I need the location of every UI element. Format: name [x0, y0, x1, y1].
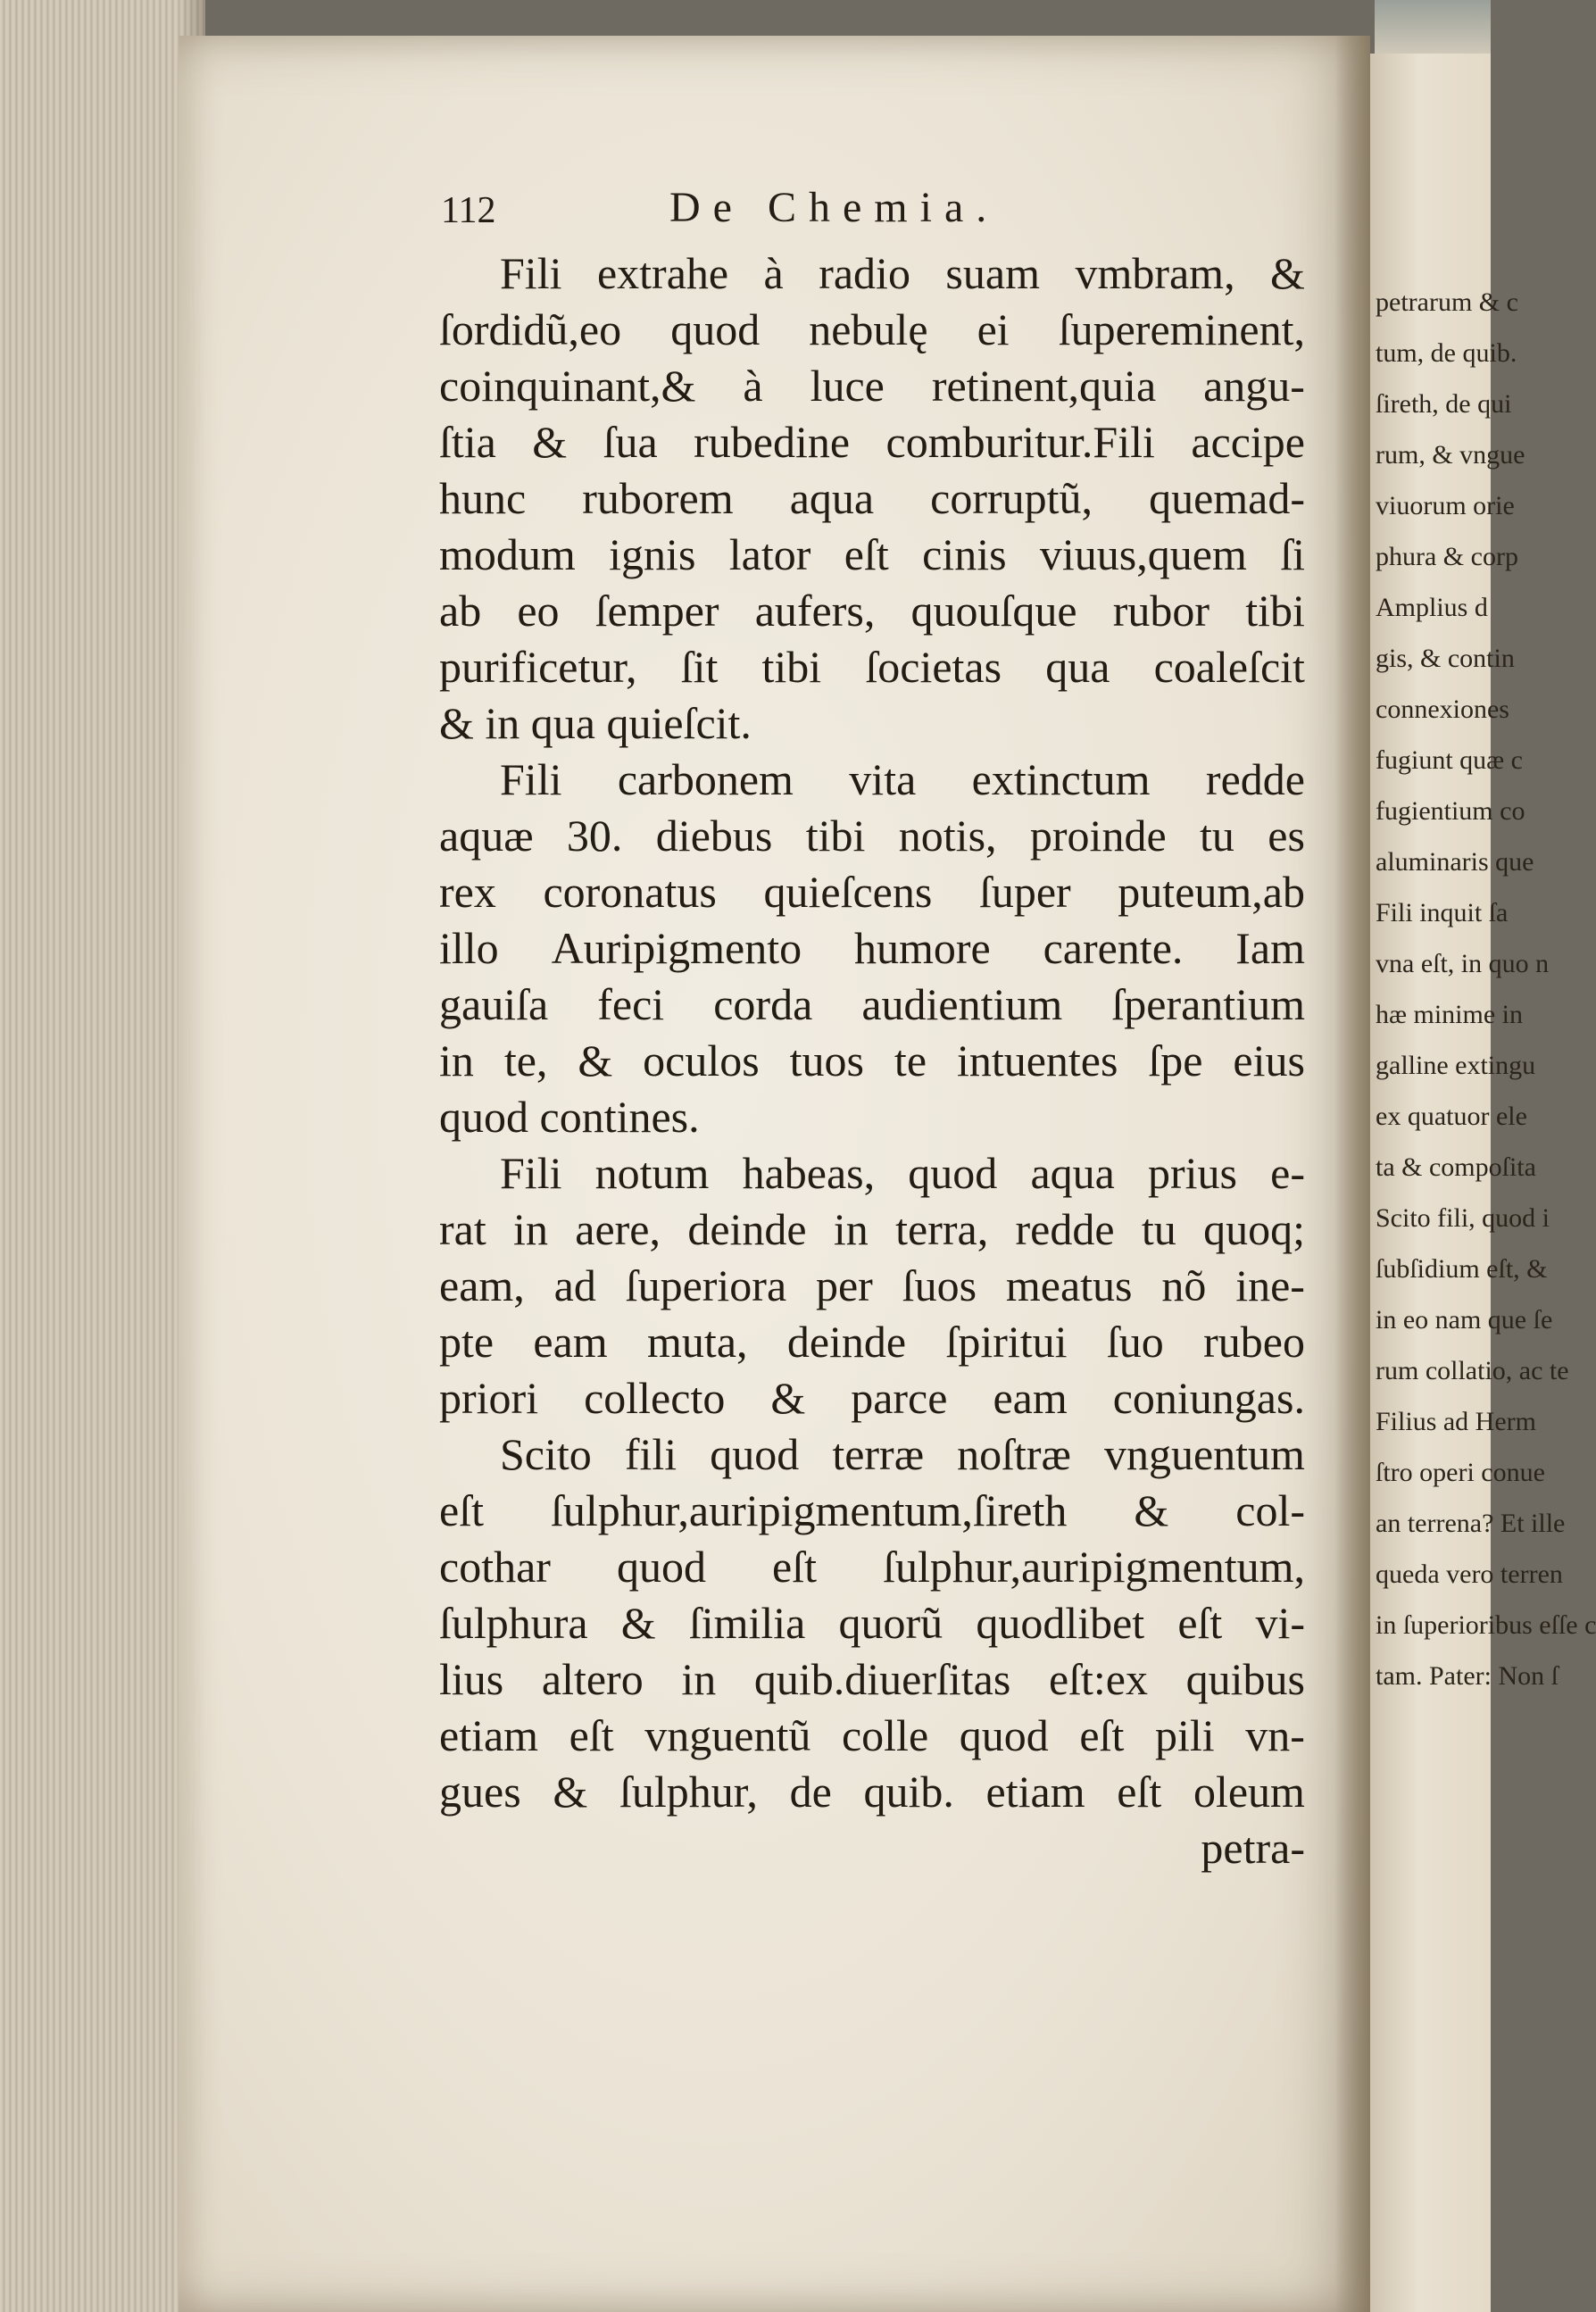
- facing-line: ex quatuor ele: [1376, 1102, 1527, 1131]
- facing-line: ſubſidium eſt, &: [1376, 1254, 1548, 1284]
- facing-line: connexiones: [1376, 694, 1509, 724]
- facing-line: tum, de quib.: [1376, 338, 1517, 368]
- text-line: aquæ 30. diebus tibi notis, proinde tu es: [439, 811, 1305, 861]
- facing-line: fugiunt quæ c: [1376, 745, 1523, 775]
- facing-line: ſireth, de qui: [1376, 389, 1512, 419]
- text-line: purificetur, ſit tibi ſocietas qua coaleſcit: [439, 642, 1305, 692]
- text-line: ſordidũ,eo quod nebulę ei ſupereminent,: [439, 304, 1305, 354]
- facing-line: gis, & contin: [1376, 644, 1515, 673]
- catchword: petra-: [1201, 1823, 1305, 1873]
- facing-line: fugientium co: [1376, 796, 1525, 826]
- facing-line: rum collatio, ac te: [1376, 1356, 1569, 1385]
- running-title: De Chemia.: [669, 184, 1000, 231]
- text-line: gues & ſulphur, de quib. etiam eſt oleum: [439, 1767, 1305, 1817]
- text-line: rex coronatus quieſcens ſuper puteum,ab: [439, 867, 1305, 917]
- text-line: coinquinant,& à luce retinent,quia angu-: [439, 361, 1305, 411]
- text-line: Fili notum habeas, quod aqua prius e-: [500, 1148, 1305, 1198]
- facing-line: ſtro operi conue: [1376, 1458, 1545, 1487]
- facing-line: rum, & vngue: [1376, 440, 1525, 470]
- text-line: ſtia & ſua rubedine comburitur.Fili accipe: [439, 417, 1305, 467]
- facing-line: Fili inquit ſa: [1376, 898, 1509, 927]
- text-line: gauiſa feci corda audientium ſperantium: [439, 979, 1305, 1029]
- facing-page: [1370, 54, 1596, 2312]
- facing-page-text: [1376, 277, 1596, 1701]
- facing-line: in eo nam que ſe: [1376, 1305, 1553, 1335]
- facing-line: viuorum orie: [1376, 491, 1515, 520]
- facing-line: tam. Pater: Non ſ: [1376, 1661, 1559, 1691]
- facing-line: Filius ad Herm: [1376, 1407, 1536, 1436]
- text-line: Scito fili quod terræ noſtræ vnguentum: [500, 1429, 1305, 1479]
- facing-line: phura & corp: [1376, 542, 1518, 571]
- text-line: in te, & oculos tuos te intuentes ſpe eius: [439, 1035, 1305, 1085]
- facing-line: vna eſt, in quo n: [1376, 949, 1550, 978]
- facing-line: an terrena? Et ille: [1376, 1509, 1566, 1538]
- gutter: [1334, 36, 1370, 2312]
- text-line: rat in aere, deinde in terra, redde tu quoq;: [439, 1204, 1305, 1254]
- facing-line: aluminaris que: [1376, 847, 1534, 877]
- book-cover-edge: [1375, 0, 1491, 54]
- text-line: quod contines.: [439, 1092, 700, 1142]
- running-head: [446, 183, 999, 232]
- facing-line: galline extingu: [1376, 1051, 1536, 1080]
- text-line: eſt ſulphur,auripigmentum,ſireth & col-: [439, 1485, 1305, 1535]
- text-line: Fili extrahe à radio suam vmbram, &: [500, 248, 1305, 298]
- text-line: Fili carbonem vita extinctum redde: [500, 754, 1305, 804]
- text-line: eam, ad ſuperiora per ſuos meatus nõ ine-: [439, 1260, 1305, 1310]
- facing-line: queda vero terren: [1376, 1559, 1563, 1589]
- facing-line: Scito fili, quod i: [1376, 1203, 1550, 1233]
- text-line: cothar quod eſt ſulphur,auripigmentum,: [439, 1542, 1305, 1592]
- text-line: illo Auripigmento humore carente. Iam: [439, 923, 1305, 973]
- page-edges: [0, 0, 205, 2312]
- text-line: modum ignis lator eſt cinis viuus,quem ſi: [439, 529, 1305, 579]
- facing-line: ta & compoſita: [1376, 1152, 1536, 1182]
- page-number: 112: [441, 190, 496, 231]
- text-line: hunc ruborem aqua corruptũ, quemad-: [439, 473, 1305, 523]
- facing-line: Amplius d: [1376, 593, 1488, 622]
- text-line: pte eam muta, deinde ſpiritui ſuo rubeo: [439, 1317, 1305, 1367]
- text-line: & in qua quieſcit.: [439, 698, 752, 748]
- text-line: priori collecto & parce eam coniungas.: [439, 1373, 1305, 1423]
- body-text: [439, 245, 1305, 1876]
- text-line: etiam eſt vnguentũ colle quod eſt pili vn-: [439, 1710, 1305, 1760]
- facing-line: petrarum & c: [1376, 287, 1518, 317]
- text-line: lius altero in quib.diuerſitas eſt:ex quibus: [439, 1654, 1305, 1704]
- text-line: ab eo ſemper aufers, quouſque rubor tibi: [439, 586, 1305, 636]
- text-line: ſulphura & ſimilia quorũ quodlibet eſt vi-: [439, 1598, 1305, 1648]
- facing-line: hæ minime in: [1376, 1000, 1523, 1029]
- facing-line: in ſuperioribus eſſe c: [1376, 1610, 1596, 1640]
